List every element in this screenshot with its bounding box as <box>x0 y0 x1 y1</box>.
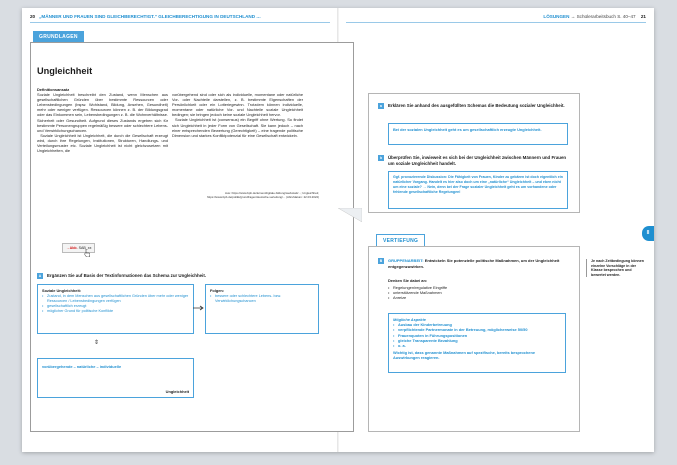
col2-paragraph-2: Soziale Ungleichheit ist (consensus) ein Begriff ohne Wertung. So findet sich Ungleichheit in jeder Form von Gesellschaft. Sie kann jedoch – nach einer entsprechenden Bewertung (Gerechtigkeit) – eine tragende politische Dimension und starkes Konfliktpotenzial für eine Gesellschaft entwickeln. <box>172 117 303 138</box>
answer-3-footer: Wichtig ist, dass genannte Maßnahmen auf spezifische, bereits besprochene Auswirkungen reagieren. <box>393 350 536 361</box>
page-title: Ungleichheit <box>37 66 93 76</box>
task-a <box>37 273 317 279</box>
chip-arrow-label: →Abb. <box>66 246 78 250</box>
think-item-3: • Anreize <box>388 295 447 300</box>
task-2 <box>378 155 573 166</box>
schema-distinction-text: vorübergehende – natürliche – individuelle <box>42 364 122 369</box>
schema-definition-item-1: • Zustand, in dem Menschen aus gesellschaftlichen Gründen über mehr oder weniger Ressourcen / Lebensbedingungen verfügen <box>42 294 189 304</box>
answer-3-item-1: • Ausbau der Kinderbetreuung <box>393 322 452 328</box>
header-rule-right <box>346 22 646 23</box>
text-column-1 <box>37 87 168 153</box>
task-3 <box>378 258 568 269</box>
answer-box-3[interactable] <box>388 313 566 373</box>
left-page <box>22 8 338 452</box>
schema-box-distinction <box>37 358 194 398</box>
definition-heading: Definitionsansatz <box>37 87 70 92</box>
right-running-head <box>543 14 646 19</box>
think-item-2: • unterstützende Maßnahmen <box>388 290 447 295</box>
schema-distinction-label: Ungleichheit <box>165 389 189 394</box>
double-arrow-icon: ⇕ <box>94 340 100 346</box>
page-fold-icon <box>338 208 362 222</box>
right-running-head-bold: LÖSUNGEN <box>543 14 570 19</box>
right-page <box>338 8 654 452</box>
left-page-number: 20 <box>30 14 36 19</box>
left-running-title: „MÄNNER UND FRAUEN SIND GLEICHBERECHTIGT.“ GLEICHBERECHTIGUNG IN DEUTSCHLAND … <box>39 14 261 19</box>
think-label: Denken Sie dabei an: <box>388 278 428 283</box>
right-page-number: 21 <box>640 14 646 19</box>
task-3-text: Entwickeln Sie potenzielle politische Maßnahmen, um der Ungleichheit entgegenzuwirken. <box>388 258 560 269</box>
schema-consequences-list <box>210 294 314 304</box>
task-a-badge: A <box>38 274 42 278</box>
worksheet-reference-chip[interactable] <box>62 243 95 253</box>
answer-3-item-4: • gleiche Transparente Bezahlung <box>393 337 458 343</box>
cursor-hand-icon <box>84 249 90 257</box>
arrow-right-icon <box>193 305 204 311</box>
vertiefung-tag: VERTIEFUNG <box>376 234 425 247</box>
schema-box-consequences <box>205 284 319 334</box>
answer-3-list <box>393 322 561 348</box>
schema-consequences-label: Folgen: <box>210 288 225 293</box>
schema-definition-label: Soziale Ungleichheit: <box>42 288 82 293</box>
grundlagen-tag: GRUNDLAGEN <box>33 31 84 42</box>
schema-definition-item-2: • gesellschaftlich erzeugt <box>42 304 189 309</box>
answer-3-item-2: • verpflichtende Partnermonate in der Betreuung, möglicherweise 50/50 <box>393 327 528 333</box>
answer-3-item-5: • o. a. <box>393 343 406 349</box>
text-column-2 <box>172 92 303 138</box>
schema-definition-list <box>42 294 189 314</box>
source-note: Aus: https://www.bpb.de/lernen/digitale-bildung/werkstatt/...; Ungleichheit; https://www.bpb.de/politik/grundfragen/deutsche-verteilung/... (Abrufdatum: 22.03.2024) <box>207 191 319 199</box>
col1-paragraph-1: Soziale Ungleichheit beschreibt den Zustand, wenn Menschen aus gesellschaftlichen Gründen über bestimmte Ressourcen oder Lebensbedingungen (bspw. Wohlstand, Bildung, Ansehen, Gesundheit) mehr oder weniger verfügen. Ressourcen können z. B. der Bildungsgrad oder das Einkommen sein, Lebensbedingungen z. B. die Wohnverhältnisse. Sicherheit oder Gesundheit. Aufgrund dieses Zustands ergeben sich für bestimmte Personengruppen regelmäßig bessere oder schlechtere Lebens- und Verwirklichungschancen. <box>37 92 168 133</box>
task-a-text: Ergänzen Sie auf Basis der Textinformationen das Schema zur Ungleichheit. <box>47 273 206 278</box>
task-1-badge: a <box>378 103 384 109</box>
book-spread <box>22 8 654 452</box>
right-running-head-rest: → Schülerarbeitsbuch S. 40–47 <box>570 14 636 19</box>
col1-paragraph-2: Soziale Ungleichheit ist Ungleichheit, die durch die Gesellschaft erzeugt wird, durch ihre Regelungen, Institutionen, Strukturen, Handlungs- und Verteilungsmuster etc. Soziale Ungleichheit ist nicht gleichzusetzen mit Ungleichheiten, die <box>37 132 168 154</box>
task-3-bold: GRUPPENARBEIT: <box>388 258 424 263</box>
side-note: Je nach Zeitbedingung können einzelne Vorschläge in der Klasse besprochen und bewertet werden. <box>586 259 647 277</box>
task-1 <box>378 103 573 109</box>
header-rule <box>30 22 330 23</box>
think-list <box>388 285 447 301</box>
answer-box-1[interactable]: Bei der sozialen Ungleichheit geht es um gesellschaftlich erzeugte Ungleichheit. <box>388 123 568 145</box>
answer-3-item-3: • Frauenquoten in Führungspositionen <box>393 332 468 338</box>
answer-box-2[interactable]: Ggf. provozierende Diskussion: Die Fähigkeit von Frauen, Kinder zu gebären ist doch eigentlich ein natürlicher Vorgang. Handelt es hier also doch um eine „natürliche“ Ungleichheit – und eben nicht um eine soziale? → Nein, denn bei der Frage sozialer Ungleichheit geht es um vorhandene oder fehlende gesellschaftliche Regelungen! <box>388 171 568 209</box>
think-item-1: • Regelungen/regulative Eingriffe <box>388 285 447 290</box>
chapter-side-tab[interactable]: II <box>642 226 654 241</box>
task-3-badge: B <box>379 259 383 263</box>
col2-paragraph-1: vorübergehend sind oder sich als individuelle, momentane oder natürliche Vor- oder Nachteile darstellen, z. B. bestimmte Eigenschaften der Persönlichkeit oder ein Lotteriegewinn. Trotzdem können individuelle, momentane oder natürliche Vor- und Nachteile soziale Ungleichheit bedingen; sie bringen jedoch keine soziale Ungleichheit hervor. <box>172 92 303 118</box>
schema-box-definition <box>37 284 194 334</box>
task-2-badge: b <box>379 156 383 160</box>
task-2-text: Überprüfen Sie, inwieweit es sich bei der Ungleichheit zwischen Männern und Frauen um soziale Ungleichheit handelt. <box>388 155 567 166</box>
left-running-head <box>30 14 261 19</box>
answer-3-heading: Mögliche Aspekte <box>393 317 426 322</box>
schema-consequences-item-1: • bessere oder schlechtere Lebens- bzw. Verwirklichungschancen <box>210 294 314 304</box>
task-1-text: Erklären Sie anhand des ausgefüllten Schemas die Bedeutung sozialer Ungleichheit. <box>388 103 565 108</box>
schema-definition-item-3: • möglicher Grund für politische Konflikte <box>42 309 189 314</box>
chip-text: SAB_xx <box>78 246 92 250</box>
